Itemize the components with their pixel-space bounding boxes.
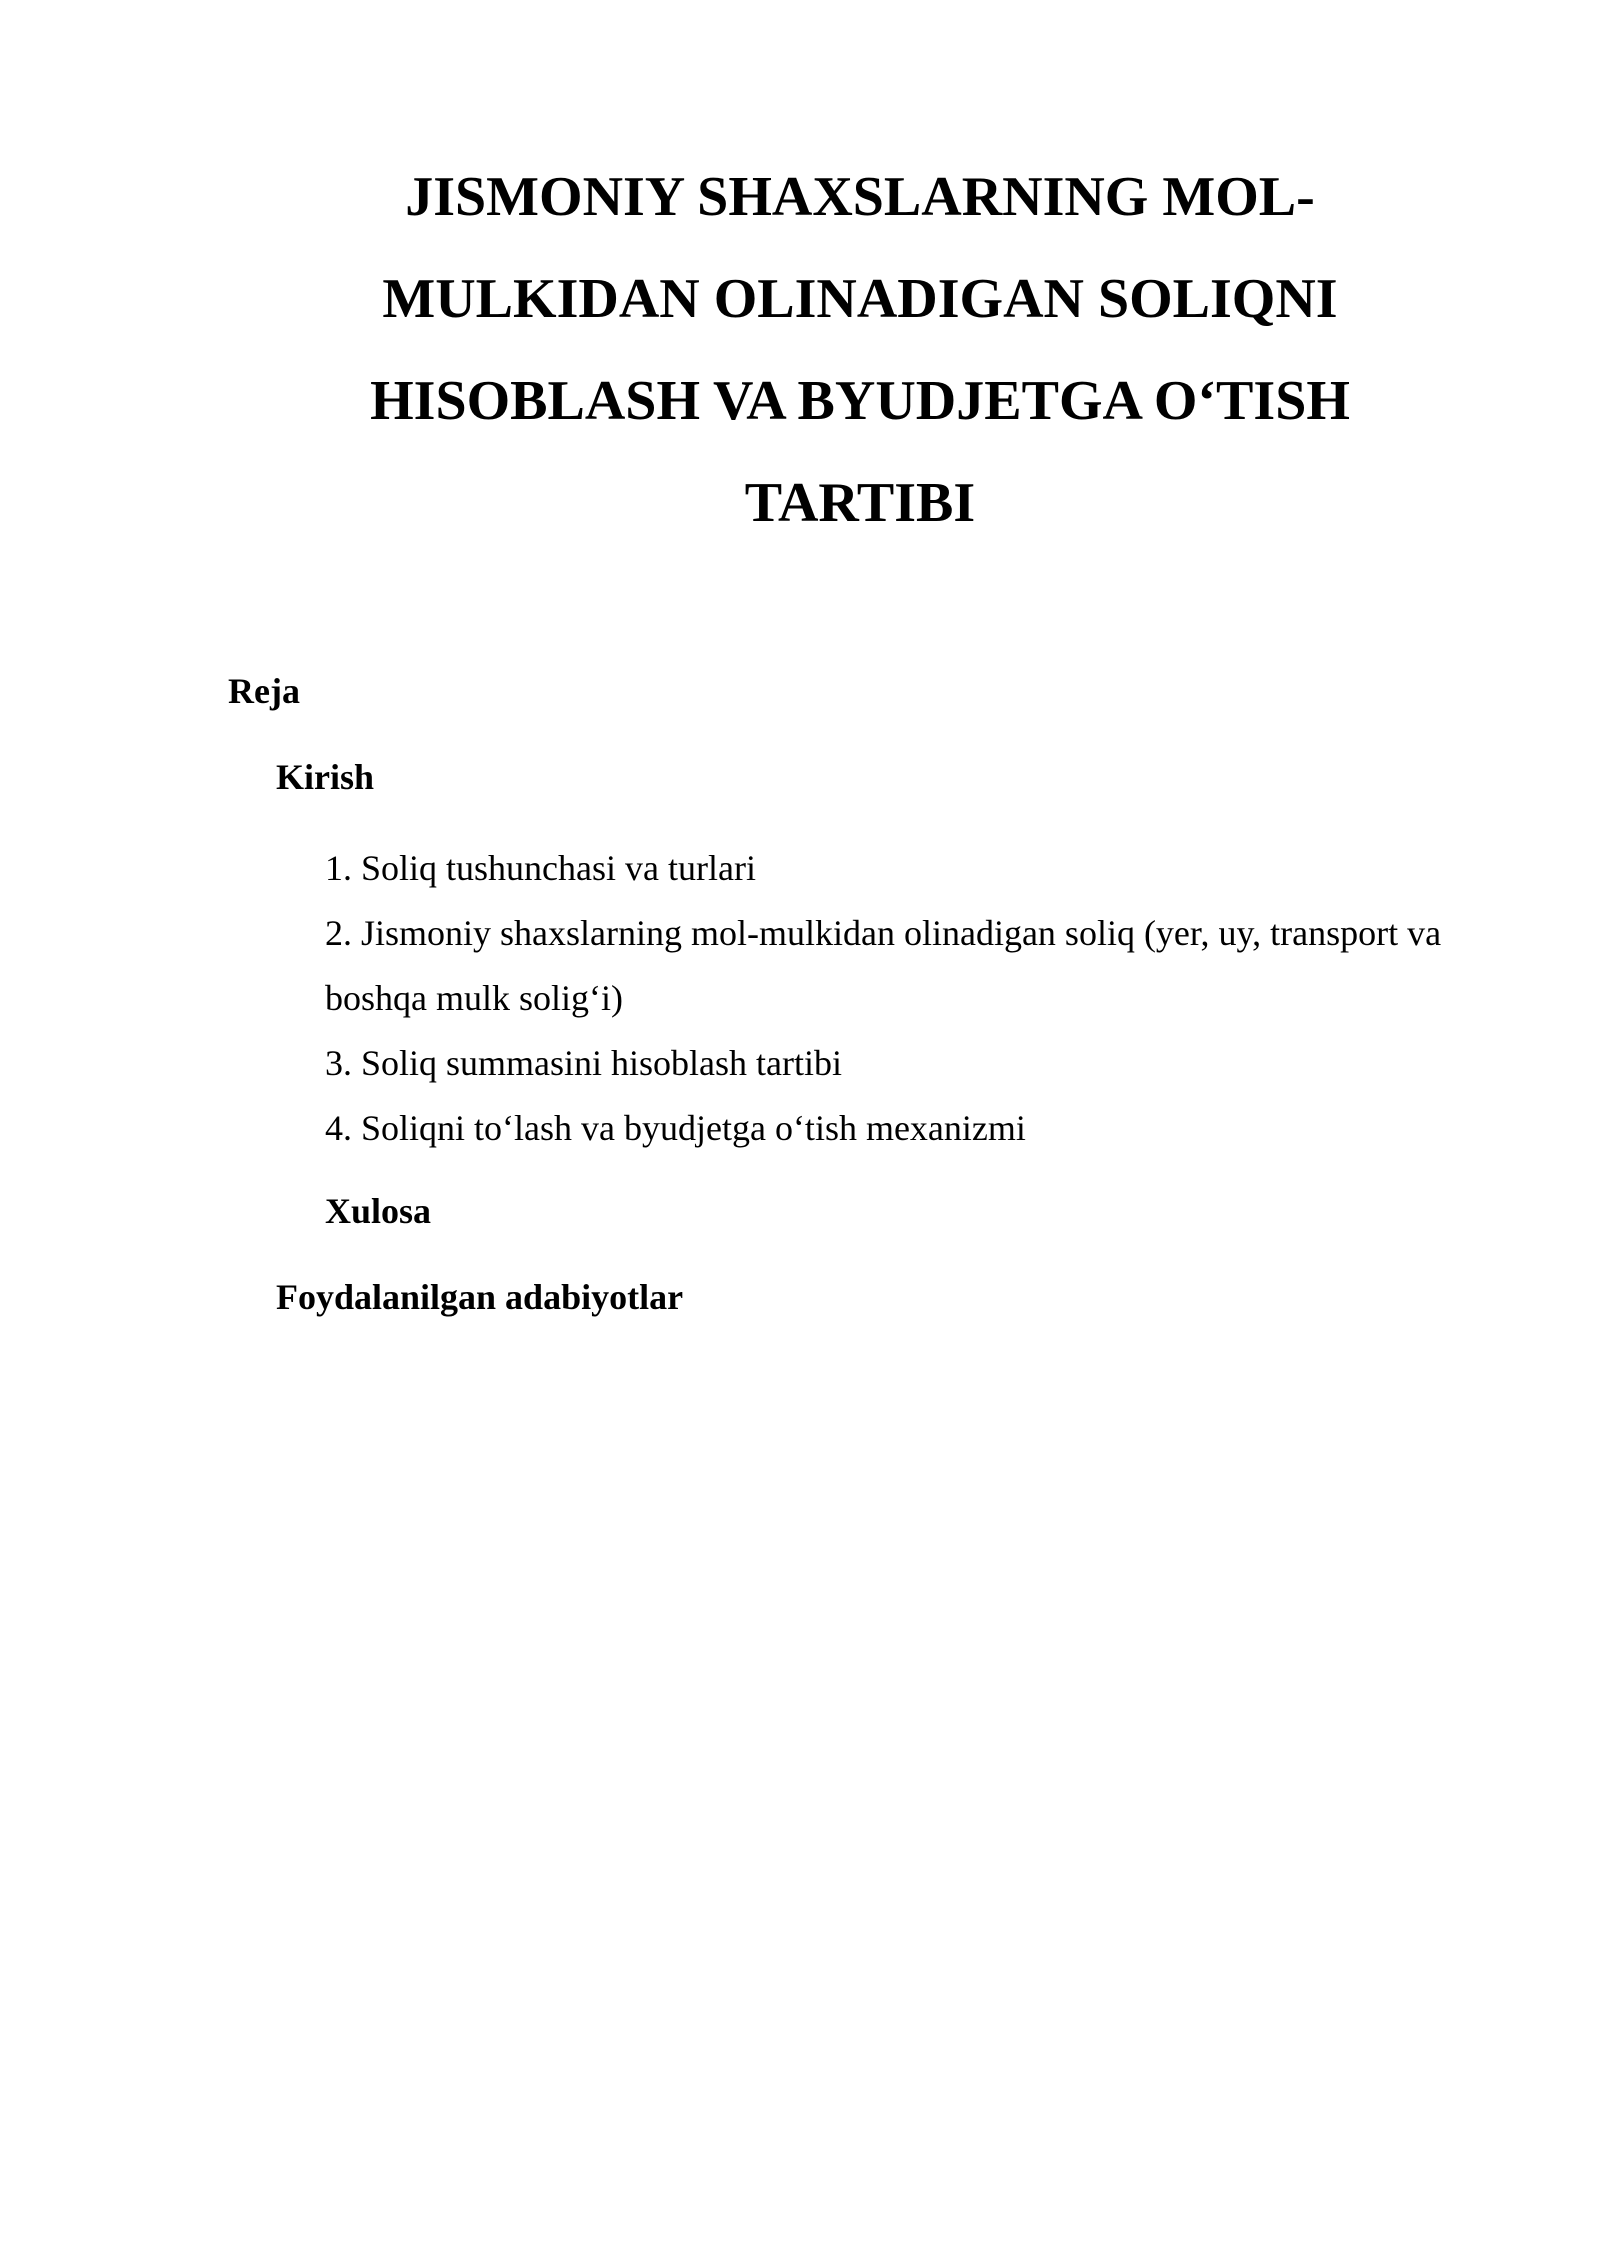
intro-heading: Kirish [276,757,375,797]
plan-item-2: 2. Jismoniy shaxslarning mol-mulkidan olinadigan soliq (yer, uy, transport va boshqa mulk solig‘i) [325,913,1442,1018]
references-heading: Foydalanilgan adabiyotlar [276,1277,684,1317]
document-title [300,146,1420,554]
plan-item-4: 4. Soliqni to‘lash va byudjetga o‘tish mexanizmi [325,1108,1026,1148]
title-line-3: HISOBLASH VA BYUDJETGA O‘TISH [370,370,1350,432]
conclusion-heading: Xulosa [325,1191,432,1231]
plan-heading: Reja [228,671,300,711]
plan-list [325,836,1465,1161]
plan-item-3: 3. Soliq summasini hisoblash tartibi [325,1043,843,1083]
title-line-1: JISMONIY SHAXSLARNING MOL- [405,166,1315,228]
title-line-2: MULKIDAN OLINADIGAN SOLIQNI [382,268,1338,330]
title-line-4: TARTIBI [744,472,976,534]
plan-item-1: 1. Soliq tushunchasi va turlari [325,848,756,888]
